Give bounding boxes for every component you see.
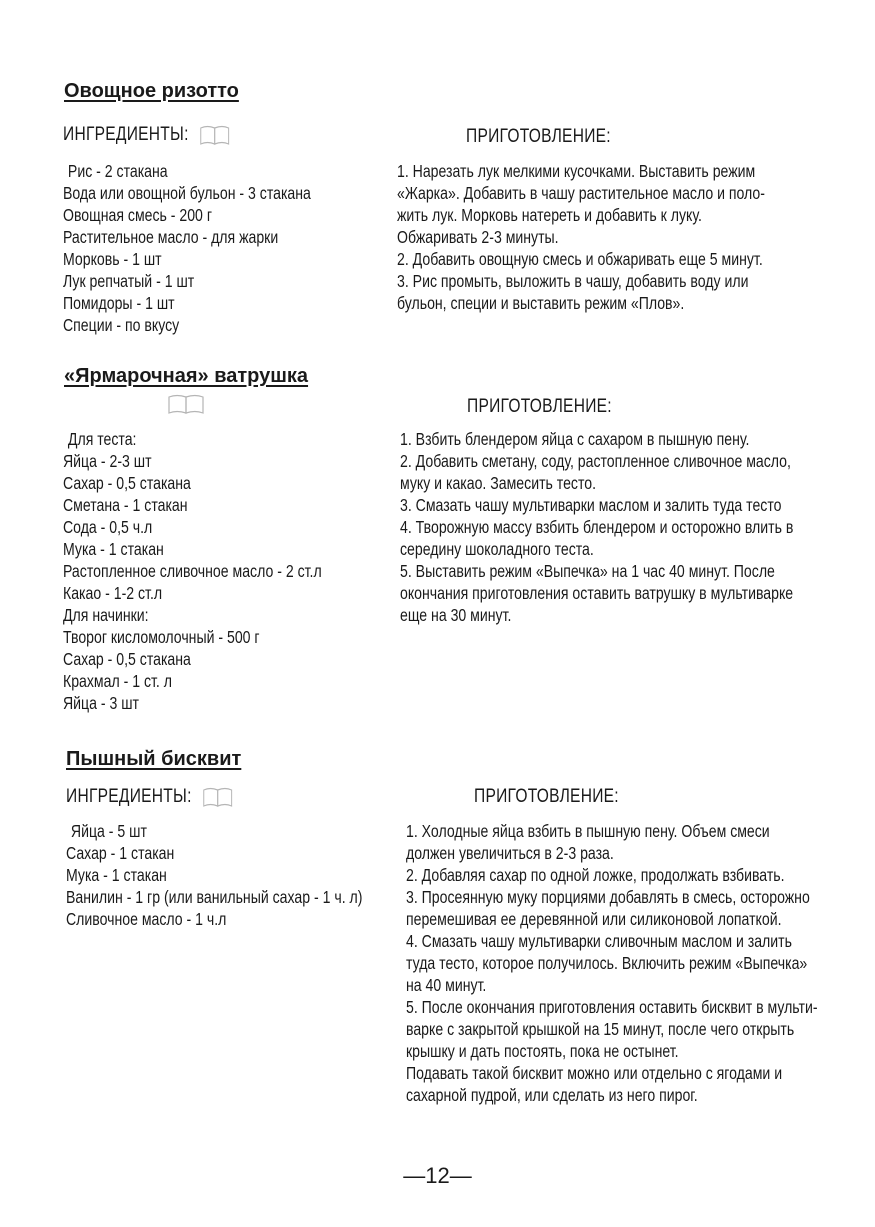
ingredient-item: Помидоры - 1 шт — [63, 293, 175, 313]
recipe-title-biscuit: Пышный бисквит — [66, 748, 242, 770]
ingredient-item: Яйца - 2-3 шт — [63, 451, 152, 471]
step-line: бульон, специи и выставить режим «Плов». — [397, 293, 685, 313]
step-line: 2. Добавляя сахар по одной ложке, продолжать взбивать. — [406, 865, 785, 885]
step-line: Подавать такой бисквит можно или отдельно с ягодами и — [406, 1063, 783, 1083]
step-line: 4. Смазать чашу мультиварки сливочным маслом и залить — [406, 931, 792, 951]
step-line: туда тесто, которое получилось. Включить режим «Выпечка» — [406, 953, 808, 973]
ingredient-item: Сметана - 1 стакан — [63, 495, 188, 515]
book-icon — [203, 787, 233, 807]
step-line: 4. Творожную массу взбить блендером и осторожно влить в — [400, 517, 794, 537]
step-line: 3. Смазать чашу мультиварки маслом и залить туда тесто — [400, 495, 782, 515]
preparation-label-risotto: ПРИГОТОВЛЕНИЕ: — [466, 126, 611, 147]
ingredient-item: Растительное масло - для жарки — [63, 227, 279, 247]
recipe-title-vatrushka: «Ярмарочная» ватрушка — [64, 365, 309, 387]
ingredients-list-biscuit — [66, 820, 362, 930]
step-line: крышку и дать постоять, пока не остынет. — [406, 1041, 679, 1061]
ingredient-item: Яйца - 3 шт — [63, 693, 140, 713]
ingredient-item: Рис - 2 стакана — [67, 161, 168, 181]
step-line: 5. Выставить режим «Выпечка» на 1 час 40 минут. После — [400, 561, 775, 581]
step-line: 1. Взбить блендером яйца с сахаром в пышную пену. — [400, 429, 750, 449]
ingredients-label-risotto: ИНГРЕДИЕНТЫ: — [63, 124, 229, 146]
step-line: сахарной пудрой, или сделать из него пирог. — [406, 1085, 698, 1105]
book-icon — [200, 125, 230, 145]
ingredient-item: Крахмал - 1 ст. л — [63, 671, 172, 691]
step-line: должен увеличиться в 2-3 раза. — [406, 843, 614, 863]
preparation-label-vatrushka: ПРИГОТОВЛЕНИЕ: — [467, 396, 612, 417]
ingredient-item: Специи - по вкусу — [63, 315, 180, 335]
ingredient-item: Вода или овощной бульон - 3 стакана — [63, 183, 311, 203]
ingredient-item: Мука - 1 стакан — [63, 539, 164, 559]
step-line: 2. Добавить овощную смесь и обжаривать еще 5 минут. — [397, 249, 763, 269]
step-line: Обжаривать 2-3 минуты. — [397, 227, 559, 247]
ingredient-item: Овощная смесь - 200 г — [63, 205, 212, 225]
step-line: на 40 минут. — [406, 975, 487, 995]
ingredient-item: Сахар - 0,5 стакана — [63, 649, 191, 669]
step-line: 2. Добавить сметану, соду, растопленное сливочное масло, — [400, 451, 791, 471]
step-line: муку и какао. Замесить тесто. — [400, 473, 597, 493]
ingredient-item: Растопленное сливочное масло - 2 ст.л — [63, 561, 322, 581]
book-icon — [168, 394, 204, 414]
ingredient-item: Яйца - 5 шт — [70, 821, 147, 841]
ingredient-item: Какао - 1-2 ст.л — [63, 583, 163, 603]
ingredient-item: Морковь - 1 шт — [63, 249, 162, 269]
step-line: 3. Просеянную муку порциями добавлять в смесь, осторожно — [406, 887, 810, 907]
ingredient-item: Для начинки: — [63, 605, 149, 625]
steps-list-risotto — [397, 160, 765, 314]
step-line: окончания приготовления оставить ватрушку в мультиварке — [400, 583, 794, 603]
step-line: варке с закрытой крышкой на 15 минут, после чего открыть — [406, 1019, 795, 1039]
step-line: 3. Рис промыть, выложить в чашу, добавить воду или — [397, 271, 749, 291]
step-line: 1. Холодные яйца взбить в пышную пену. Объем смеси — [406, 821, 770, 841]
step-line: «Жарка». Добавить в чашу растительное масло и поло- — [397, 183, 765, 203]
step-line: жить лук. Морковь натереть и добавить к луку. — [397, 205, 702, 225]
ingredient-item: Для теста: — [67, 429, 137, 449]
ingredient-item: Сливочное масло - 1 ч.л — [66, 909, 227, 929]
step-line: середину шоколадного теста. — [400, 539, 594, 559]
step-line: перемешивая ее деревянной или силиконовой лопаткой. — [406, 909, 782, 929]
ingredient-item: Творог кисломолочный - 500 г — [63, 627, 260, 647]
ingredient-item: Ванилин - 1 гр (или ванильный сахар - 1 ч. л) — [66, 887, 363, 907]
ingredient-item: Сахар - 1 стакан — [66, 843, 175, 863]
ingredients-list-risotto — [63, 160, 311, 336]
ingredients-label-biscuit: ИНГРЕДИЕНТЫ: — [66, 786, 232, 808]
step-line: 1. Нарезать лук мелкими кусочками. Выставить режим — [397, 161, 756, 181]
steps-list-biscuit — [406, 820, 818, 1106]
recipe-title-risotto: Овощное ризотто — [64, 80, 239, 102]
step-line: 5. После окончания приготовления оставить бисквит в мульти- — [406, 997, 818, 1017]
page-number: —12— — [403, 1163, 472, 1188]
ingredient-item: Сахар - 0,5 стакана — [63, 473, 191, 493]
preparation-label-biscuit: ПРИГОТОВЛЕНИЕ: — [474, 786, 619, 807]
ingredient-item: Лук репчатый - 1 шт — [63, 271, 195, 291]
step-line: еще на 30 минут. — [400, 605, 512, 625]
ingredients-list-vatrushka — [63, 428, 322, 714]
steps-list-vatrushka — [400, 428, 793, 626]
ingredient-item: Сода - 0,5 ч.л — [63, 517, 153, 537]
ingredient-item: Мука - 1 стакан — [66, 865, 167, 885]
